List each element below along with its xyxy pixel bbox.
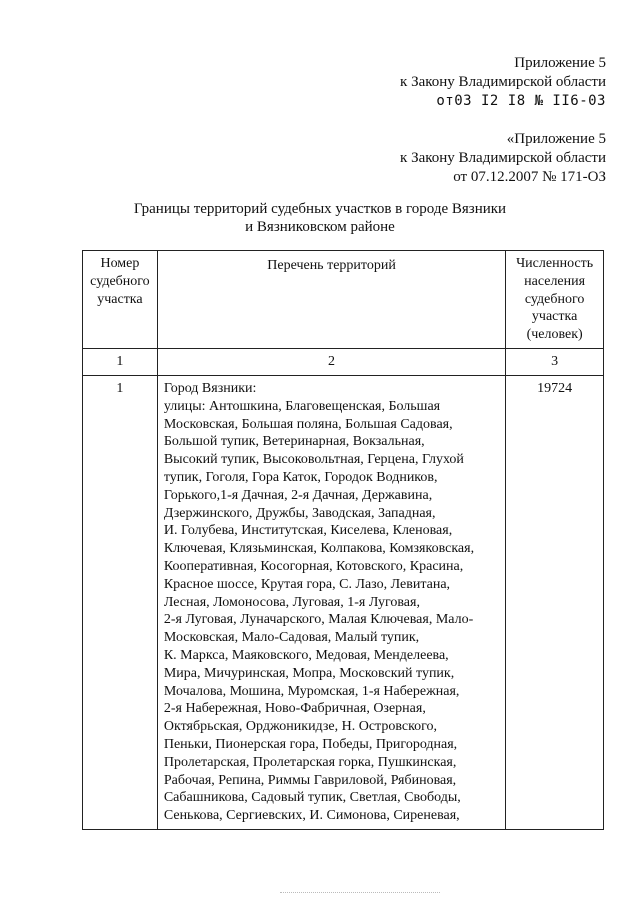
territories-table	[82, 250, 604, 830]
territory-line: Московская, Большая поляна, Большая Садовая,	[163, 416, 453, 432]
document-title-line-1: Границы территорий судебных участков в городе Вязники	[133, 201, 507, 217]
court-section-number: 1	[83, 376, 158, 830]
territory-line: 2-я Набережная, Ново-Фабричная, Озерная,	[163, 701, 426, 717]
original-law-reference: к Закону Владимирской области	[400, 150, 606, 166]
territory-line: Пролетарская, Пролетарская горка, Пушкинская,	[163, 754, 457, 770]
territory-line: Сабашникова, Садовый тупик, Светлая, Свободы,	[163, 790, 461, 806]
territory-line: Дзержинского, Дружбы, Заводская, Западная,	[163, 505, 436, 521]
header-text: (человек)	[526, 327, 583, 343]
territory-line: тупик, Гоголя, Гора Каток, Городок Водников,	[163, 469, 438, 485]
header-text: участка	[97, 291, 143, 307]
header-text: Численность	[516, 256, 594, 271]
appendix-header	[400, 54, 606, 111]
territory-line: Большой тупик, Ветеринарная, Вокзальная,	[163, 434, 425, 450]
column-number-2: 2	[157, 349, 505, 376]
territory-line: Красное шоссе, Крутая гора, С. Лазо, Левитана,	[163, 576, 451, 592]
territory-line: Город Вязники:	[163, 381, 257, 396]
header-text: Номер	[100, 256, 140, 271]
table-row	[83, 376, 604, 830]
territory-line: Московская, Мало-Садовая, Малый тупик,	[163, 630, 420, 646]
appendix-label: Приложение 5	[514, 55, 606, 71]
appendix-law-reference: к Закону Владимирской области	[400, 74, 606, 90]
territory-line: Мира, Мичуринская, Мопра, Московский тупик,	[163, 665, 455, 681]
territory-line: И. Голубева, Институтская, Киселева, Кленовая,	[163, 523, 453, 539]
header-territory-list: Перечень территорий	[157, 251, 505, 349]
column-numbering-row	[83, 349, 604, 376]
header-population	[506, 251, 604, 349]
header-text: судебного	[90, 273, 150, 289]
territory-line: Ключевая, Клязьминская, Колпакова, Комзяковская,	[163, 541, 475, 557]
scan-artifact	[280, 892, 440, 895]
header-court-section-number	[83, 251, 158, 349]
territory-line: Октябрьская, Орджоникидзе, Н. Островского,	[163, 719, 438, 735]
original-law-date-number: от 07.12.2007 № 171-ОЗ	[453, 169, 606, 185]
document-title-line-2: и Вязниковском районе	[245, 219, 395, 235]
territory-line: Кооперативная, Косогорная, Котовского, Красина,	[163, 558, 464, 574]
territory-line: Сенькова, Сергиевских, И. Симонова, Сиреневая,	[163, 808, 460, 824]
table-header-row	[83, 251, 604, 349]
population-value: 19724	[506, 376, 604, 830]
territory-line: улицы: Антошкина, Благовещенская, Большая	[163, 398, 441, 414]
territory-line: Лесная, Ломоносова, Луговая, 1-я Луговая,	[163, 594, 420, 610]
original-appendix-header	[400, 130, 606, 187]
territory-line: Пеньки, Пионерская гора, Победы, Пригородная,	[163, 736, 458, 752]
original-appendix-label: «Приложение 5	[506, 131, 606, 147]
territory-line: Рабочая, Репина, Риммы Гавриловой, Рябиновая,	[163, 772, 457, 788]
column-number-3: 3	[506, 349, 604, 376]
territory-line: Горького,1-я Дачная, 2-я Дачная, Державина,	[163, 487, 433, 503]
header-text: населения	[524, 273, 586, 289]
appendix-law-date-number: от03 I2 I8 № II6-03	[436, 93, 606, 109]
document-title	[0, 200, 640, 236]
header-text: судебного	[524, 291, 585, 307]
territory-list-cell	[157, 376, 505, 830]
territory-line: 2-я Луговая, Луначарского, Малая Ключевая, Мало-	[163, 612, 474, 628]
territory-line: Высокий тупик, Высоковольтная, Герцена, Глухой	[163, 452, 464, 468]
territory-line: Мочалова, Мошина, Муромская, 1-я Набережная,	[163, 683, 460, 699]
header-text: участка	[531, 309, 578, 325]
territory-line: К. Маркса, Маяковского, Медовая, Менделеева,	[163, 647, 449, 663]
column-number-1: 1	[83, 349, 158, 376]
